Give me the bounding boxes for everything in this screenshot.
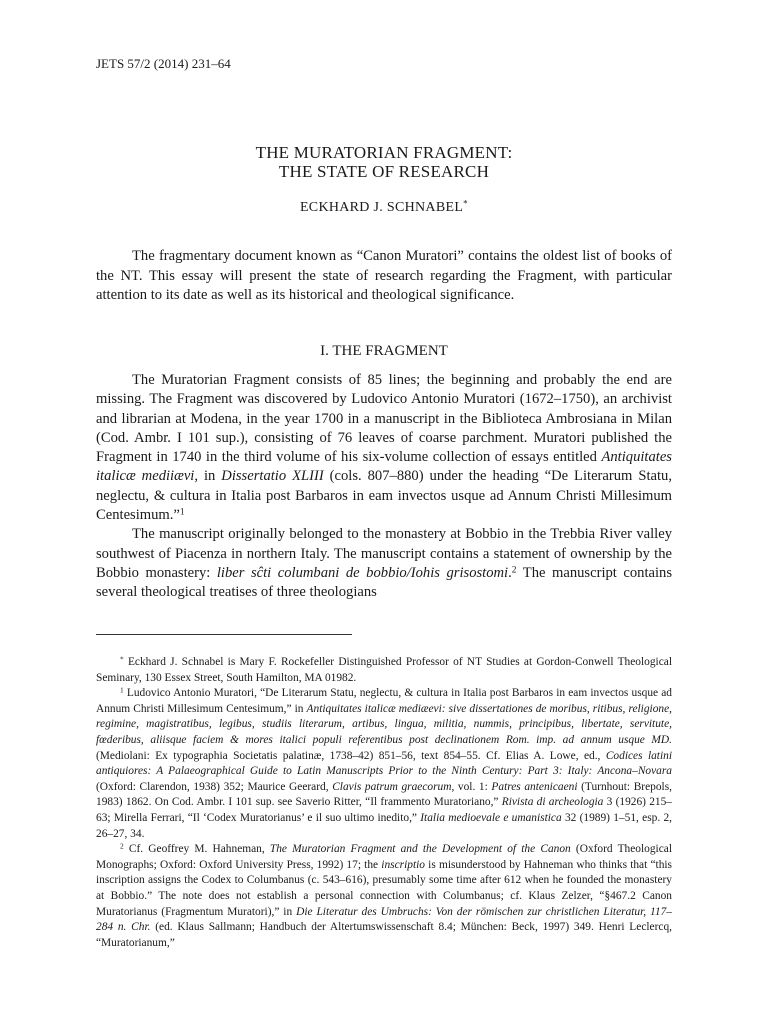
footnote-1: $^1$ Ludovico Antonio Muratori, “De Literarum Statu, neglectu, & cultura in Italia post Barbaros in eam invectos usque ad Annum Christi Millesimum Centesimum,” in Antiquitates italicæ mediæevi: sive dissertationes de moribus, ritibus, religione, regimine, magistratibus, legibus, studiis literarum, artibus, lingua, militia, nummis, principibus, libertate, servitute, fœderibus, aliisque faciem & mores italici populi referentibus post declinationem Rom. imp. ad annum usque MD. (Mediolani: Ex typographia Societatis palatinæ, 1738–42) 851–56, text 854–55. Cf. Elias A. Lowe, ed., Codices latini antiquiores: A Palaeographical Guide to Latin Manuscripts Prior to the Ninth Century: Part 3: Italy: Ancona–Novara (Oxford: Clarendon, 1938) 352; Maurice Geerard, Clavis patrum graecorum, vol. 1: Patres antenicaeni (Turnhout: Brepols, 1983) 1862. On Cod. Ambr. I 101 sup. see Saverio Ritter, “Il frammento Muratoriano,” Rivista di archeologia 3 (1926) 215–63; Mirella Ferrari, “Il ‘Codex Muratorianus’ e il suo ultimo inedito,” Italia medioevale e umanistica 32 (1989) 1–51, esp. 2, 26–27, 34. (96, 685, 672, 840)
footnote-ref-1: 1 (179, 507, 185, 518)
article-title (96, 143, 672, 181)
paragraph-1: The Muratorian Fragment consists of 85 lines; the beginning and probably the end are missing. The Fragment was discovered by Ludovico Antonio Muratori (1672–1750), an archivist and librarian at Modena, in the year 1700 in a manuscript in the Biblioteca Ambrosiana in Milan (Cod. Ambr. I 101 sup.), consisting of 76 leaves of coarse parchment. Muratori published the Fragment in 1740 in the third volume of his six-volume collection of essays entitled Antiquitates italicæ mediiævi, in Dissertatio XLIII (cols. 807–880) under the heading “De Literarum Statu, neglectu, & cultura in Italia post Barbaros in eam invectos usque ad Annum Christi Millesimum Centesimum.”$^1$ (96, 372, 672, 524)
abstract (96, 247, 672, 306)
footnote-ref-2: 2 (511, 565, 517, 576)
body-text (96, 371, 672, 603)
journal-citation: JETS 57/2 (2014) 231–64 (96, 56, 231, 71)
abstract-text: The fragmentary document known as “Canon Muratori” contains the oldest list of books of the NT. This essay will present the state of research regarding the Fragment, with particular attention to its date as well as its historical and theological significance. (96, 248, 672, 303)
title-line-1: THE MURATORIAN FRAGMENT: (255, 143, 513, 162)
footnote-author: * Eckhard J. Schnabel is Mary F. Rockefeller Distinguished Professor of NT Studies at Gordon-Conwell Theological Seminary, 130 Essex Street, South Hamilton, MA 01982. (96, 654, 672, 684)
title-line-2: THE STATE OF RESEARCH (278, 162, 490, 181)
footnote-2: $^2$ Cf. Geoffrey M. Hahneman, The Muratorian Fragment and the Development of the Canon (Oxford Theological Monographs; Oxford: Oxford University Press, 1992) 17; the inscriptio is misunderstood by Hahneman who thinks that “this inscription assigns the Codex to Columbanus (c. 543–616), presumably some time after 612 when he founded the monastery at Bobbio.” The note does not establish a personal connection with Columbanus; cf. Klaus Zelzer, “§467.2 Canon Muratorianus (Fragmentum Muratori),” in Die Literatur des Umbruchs: Von der römischen zur christlichen Literatur, 117–284 n. Chr. (ed. Klaus Sallmann; Handbuch der Altertumswissenschaft 8.4; München: Beck, 1997) 349. Henri Leclercq, “Muratorianum,” (96, 841, 672, 949)
footnotes (96, 655, 672, 951)
footnote-separator (96, 634, 352, 635)
paragraph-2: The manuscript originally belonged to the monastery at Bobbio in the Trebbia River valley southwest of Piacenza in northern Italy. The manuscript contains a statement of ownership by the Bobbio monastery: liber sĉti columbani de bobbio/Iohis grisostomi.$^2$ The manuscript contains several theological treatises of three theologians (96, 526, 673, 601)
author-footnote-mark: * (463, 198, 469, 209)
author-name: ECKHARD J. SCHNABEL* (299, 198, 469, 215)
section-heading: I. THE FRAGMENT (320, 343, 448, 359)
